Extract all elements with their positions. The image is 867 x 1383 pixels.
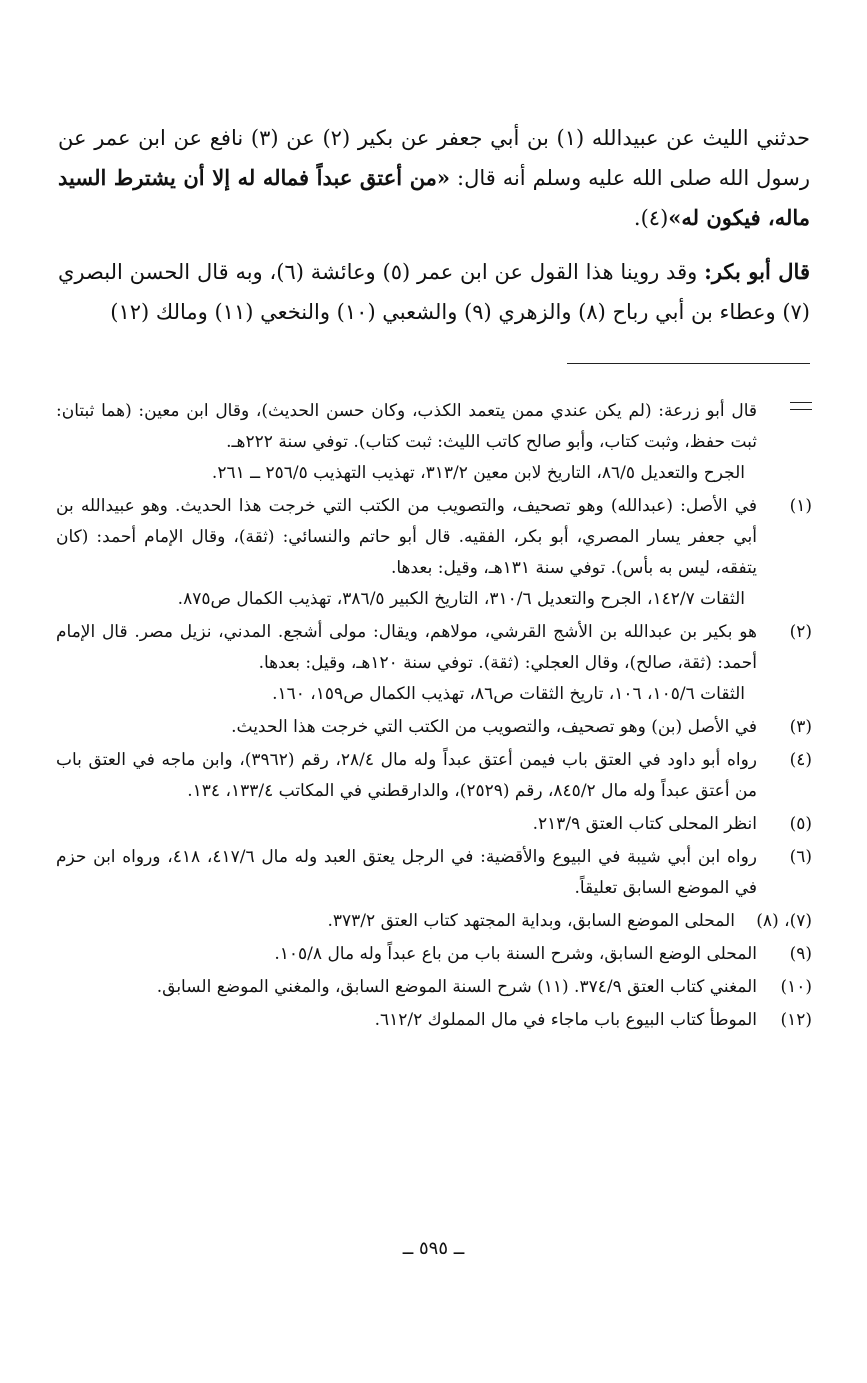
footnote-sources: الثقات ١٠٥/٦، ١٠٦، تاريخ الثقات ص٨٦، تهذيب الكمال ص١٥٩، ١٦٠. [272, 684, 745, 704]
footnote-number: (٩) [789, 944, 812, 964]
footnote-text: انظر المحلى كتاب العتق ٢١٣/٩. [532, 814, 757, 834]
footnote-item [56, 939, 812, 970]
footnote-text: هو بكير بن عبدالله بن الأشج القرشي، مولاهم، ويقال: مولى أشجع. المدني، نزيل مصر. قال الإمام أحمد: (ثقة، صالح)، وقال العجلي: (ثقة). توفي سنة ١٢٠هـ، وقيل: بعدها. [56, 622, 757, 673]
footnote-continued [56, 396, 812, 489]
footnote-text: رواه ابن أبي شيبة في البيوع والأقضية: في الرجل يعتق العبد وله مال ٤١٧/٦، ٤١٨، ورواه ابن حزم في الموضع السابق تعليقاً. [56, 847, 757, 898]
footnote-separator [567, 363, 810, 364]
speaker-label: قال أبو بكر: [704, 259, 810, 284]
main-text [58, 118, 810, 332]
footnote-number: (٤) [789, 750, 812, 770]
footnotes [56, 396, 812, 1038]
footnote-text: قال أبو زرعة: (لم يكن عندي ممن يتعمد الكذب، وكان حسن الحديث)، وقال ابن معين: (هما ثبتان: ثبت حفظ، وثبت كتاب، وأبو صالح كاتب الليث: ثبت كتاب). توفي سنة ٢٢٢هـ. [56, 401, 757, 452]
footnote-text: المحلى الوضع السابق، وشرح السنة باب من باع عبداً وله مال ١٠٥/٨. [274, 944, 757, 964]
footnote-number: (٦) [789, 847, 812, 867]
footnote-text: في الأصل: (عبدالله) وهو تصحيف، والتصويب من الكتب التي خرجت هذا الحديث. وهو عبيدالله بن أبي جعفر يسار المصري، أبو بكر، الفقيه. قال أبو حاتم والنسائي: (ثقة)، وقال الإمام أحمد: (كان يتفقه، ليس به بأس). توفي سنة ١٣١هـ، وقيل: بعدها. [56, 496, 757, 578]
footnote-item [56, 809, 812, 840]
footnote-number: (٥) [789, 814, 812, 834]
footnote-number: (١٢) [780, 1010, 812, 1030]
paragraph-abu-bakr [58, 252, 810, 332]
paragraph-hadith [58, 118, 810, 238]
footnote-item [56, 972, 812, 1003]
hadith-text: «من أعتق عبداً فماله له إلا أن يشترط السيد ماله، فيكون له» [58, 165, 810, 230]
footnote-number: (١٠) [780, 977, 812, 997]
footnote-text: رواه أبو داود في العتق باب فيمن أعتق عبداً وله مال ٢٨/٤، رقم (٣٩٦٢)، وابن ماجه في العتق باب من أعتق عبداً وله مال ٨٤٥/٢، رقم (٢٥٢٩)، والدارقطني في المكاتب ١٣٣/٤، ١٣٤. [56, 750, 758, 801]
footnote-item [56, 842, 812, 904]
footnote-number: (١) [789, 496, 812, 516]
paragraph-abu-bakr-text: وقد روينا هذا القول عن ابن عمر (٥) وعائشة (٦)، وبه قال الحسن البصري (٧) وعطاء بن أبي رباح (٨) والزهري (٩) والشعبي (١٠) والنخعي (١١) ومالك (١٢) [58, 260, 810, 324]
footnote-sources: الجرح والتعديل ٨٦/٥، التاريخ لابن معين ٣١٣/٢، تهذيب التهذيب ٢٥٦/٥ ــ ٢٦١. [211, 463, 745, 483]
hadith-footnote-ref: (٤). [633, 206, 669, 230]
footnote-item [56, 712, 812, 743]
footnote-text: المحلى الموضع السابق، وبداية المجتهد كتاب العتق ٣٧٣/٢. [327, 911, 735, 931]
page-number: ــ ٥٩٥ ــ [402, 1238, 465, 1259]
footnote-number: (٢) [789, 622, 812, 642]
footnote-sources: الثقات ١٤٢/٧، الجرح والتعديل ٣١٠/٦، التاريخ الكبير ٣٨٦/٥، تهذيب الكمال ص٨٧٥. [177, 589, 745, 609]
continuation-mark [790, 402, 812, 416]
footnote-text: المغني كتاب العتق ٣٧٤/٩. (١١) شرح السنة الموضع السابق، والمغني الموضع السابق. [156, 977, 757, 997]
footnote-item [56, 906, 812, 937]
hadith-chain: حدثني الليث عن عبيدالله (١) بن أبي جعفر عن بكير (٢) عن (٣) نافع عن ابن عمر عن رسول الله صلى الله عليه وسلم أنه قال: [58, 126, 811, 190]
footnote-item [56, 745, 812, 807]
footnote-text: في الأصل (بن) وهو تصحيف، والتصويب من الكتب التي خرجت هذا الحديث. [231, 717, 757, 737]
footnote-number: (٧)، (٨) [756, 911, 812, 931]
footnote-text: الموطأ كتاب البيوع باب ماجاء في مال المملوك ٦١٢/٢. [374, 1010, 757, 1030]
footnote-item [56, 491, 812, 615]
footnote-item [56, 1005, 812, 1036]
footnote-number: (٣) [789, 717, 812, 737]
footnote-item [56, 617, 812, 710]
